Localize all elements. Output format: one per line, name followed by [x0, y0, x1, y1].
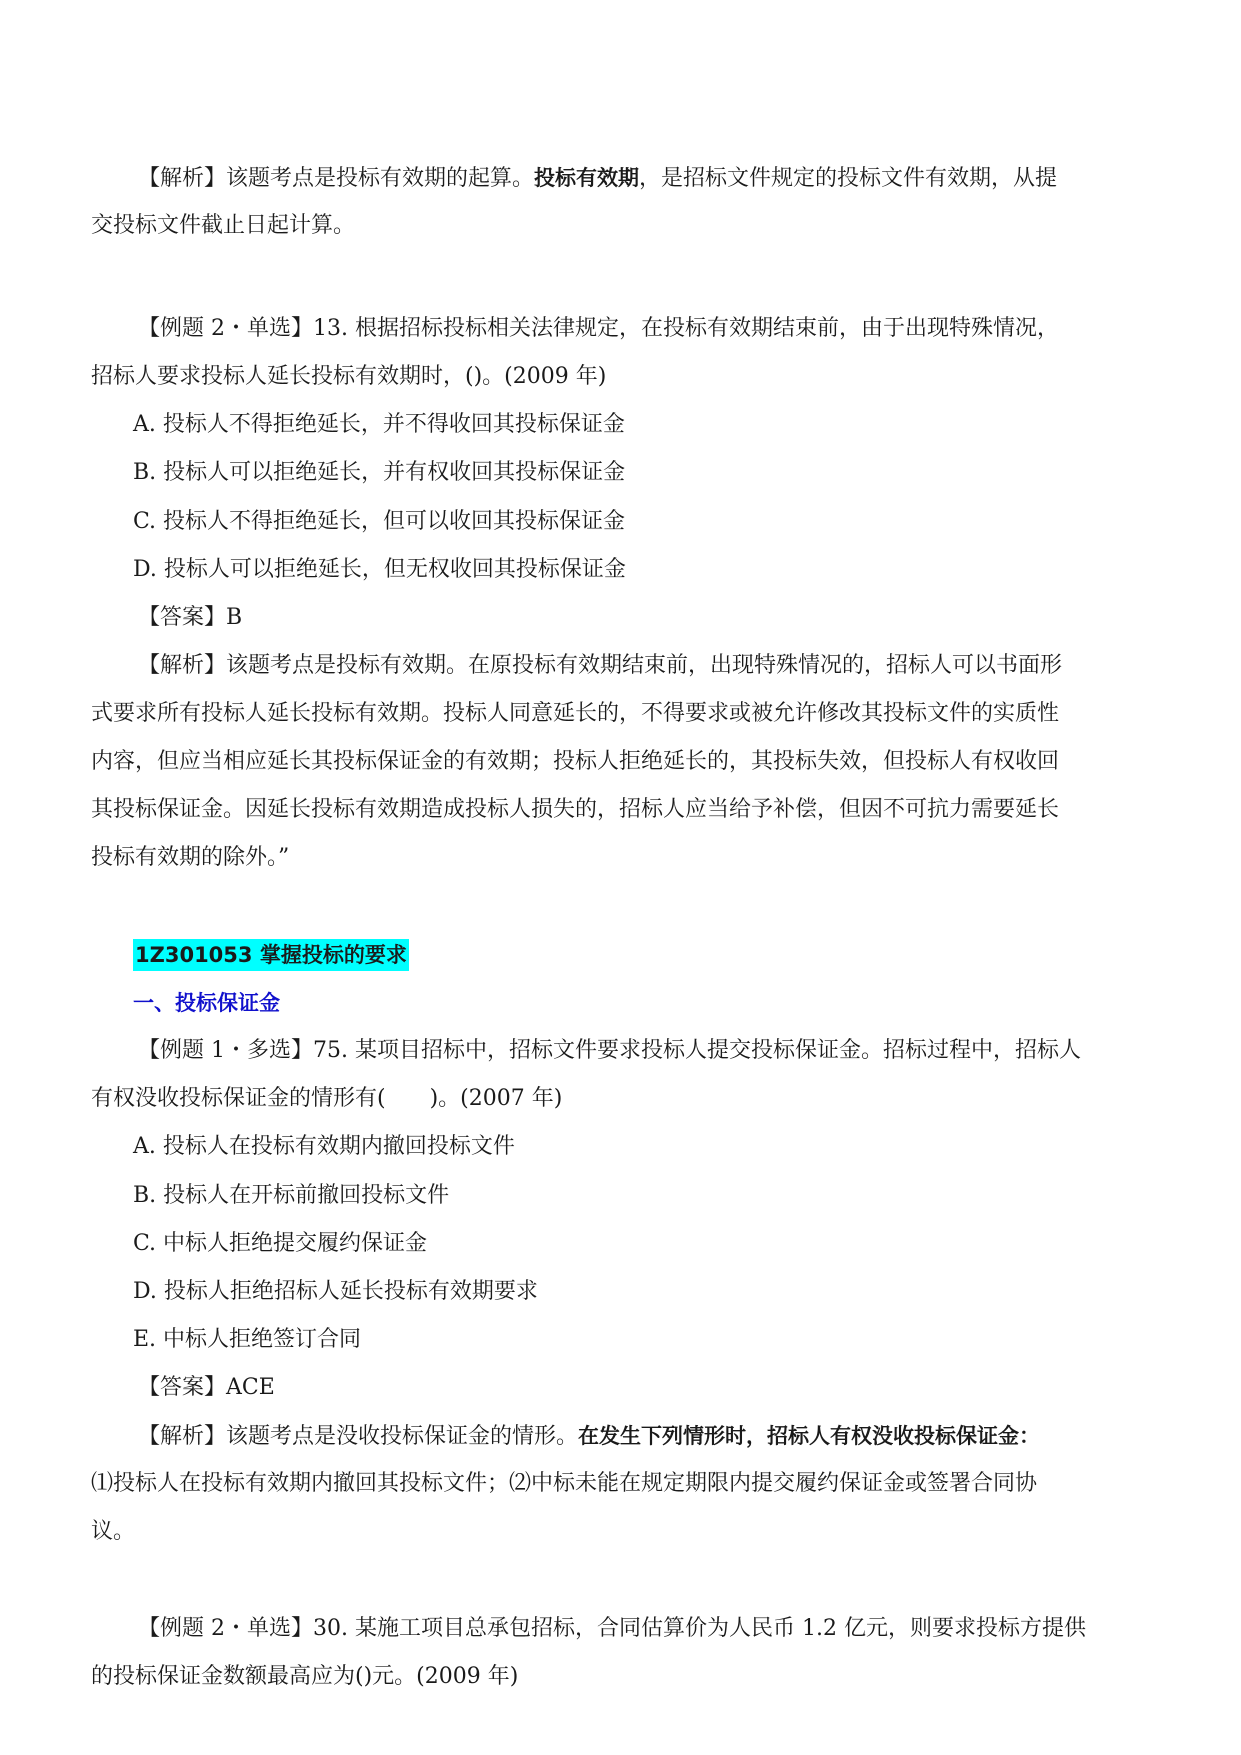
q2-analysis-line2: 式要求所有投标人延长投标有效期。投标人同意延长的，不得要求或被允许修改其投标文件的实质性 [91, 701, 1060, 726]
q2-option-b: B. 投标人可以拒绝延长，并有权收回其投标保证金 [133, 460, 626, 485]
q2-analysis-line5: 投标有效期的除外。” [91, 845, 290, 870]
subsection-heading: 一、投标保证金 [133, 991, 280, 1015]
analysis-bold-term: 投标有效期 [534, 166, 640, 190]
q3-stem-line1: 【例题 1・多选】75. 某项目招标中，招标文件要求投标人提交投标保证金。招标过程中，招标人 [138, 1038, 1081, 1063]
q2-option-a: A. 投标人不得拒绝延长，并不得收回其投标保证金 [133, 412, 625, 437]
p1-line2: 交投标文件截止日起计算。 [91, 213, 356, 238]
q2-stem-line1: 【例题 2・单选】13. 根据招标投标相关法律规定，在投标有效期结束前，由于出现特殊情况， [138, 316, 1059, 341]
q3-analysis-line2: ⑴投标人在投标有效期内撤回其投标文件；⑵中标未能在规定期限内提交履约保证金或签署合同协 [91, 1471, 1038, 1496]
q3-option-c: C. 中标人拒绝提交履约保证金 [133, 1231, 428, 1256]
analysis-text-cont: ，是招标文件规定的投标文件有效期，从提 [639, 166, 1058, 191]
q4-stem-line1: 【例题 2・单选】30. 某施工项目总承包招标，合同估算价为人民币 1.2 亿元，则要求投标方提供 [138, 1616, 1086, 1641]
analysis-text: 【解析】该题考点是没收投标保证金的情形。 [138, 1424, 579, 1449]
analysis-bold-text: 在发生下列情形时，招标人有权没收投标保证金： [578, 1424, 1041, 1448]
q3-option-d: D. 投标人拒绝招标人延长投标有效期要求 [133, 1279, 538, 1304]
q2-option-c: C. 投标人不得拒绝延长，但可以收回其投标保证金 [133, 509, 626, 534]
q3-answer: 【答案】ACE [138, 1375, 275, 1400]
analysis-label: 【解析】 [138, 166, 227, 191]
q2-option-d: D. 投标人可以拒绝延长，但无权收回其投标保证金 [133, 557, 626, 582]
q3-option-a: A. 投标人在投标有效期内撤回投标文件 [133, 1134, 515, 1159]
q2-analysis-line3: 内容，但应当相应延长其投标保证金的有效期；投标人拒绝延长的，其投标失效，但投标人有权收回 [91, 749, 1060, 774]
q4-stem-line2: 的投标保证金数额最高应为()元。(2009 年) [91, 1664, 519, 1689]
q3-analysis-line3: 议。 [91, 1519, 136, 1544]
q2-stem-line2: 招标人要求投标人延长投标有效期时，()。(2009 年) [91, 364, 607, 389]
q3-option-e: E. 中标人拒绝签订合同 [133, 1327, 362, 1352]
analysis-text: 该题考点是投标有效期的起算。 [226, 166, 535, 191]
q2-analysis-line4: 其投标保证金。因延长投标有效期造成投标人损失的，招标人应当给予补偿，但因不可抗力需要延长 [91, 797, 1060, 822]
q3-analysis-line1 [138, 1420, 1040, 1453]
q2-answer: 【答案】B [138, 605, 243, 630]
section-heading: 1Z301053 掌握投标的要求 [133, 939, 409, 971]
q2-analysis-line1: 【解析】该题考点是投标有效期。在原投标有效期结束前，出现特殊情况的，招标人可以书面形 [138, 653, 1063, 678]
p1-line1 [138, 162, 1057, 195]
q3-option-b: B. 投标人在开标前撤回投标文件 [133, 1183, 450, 1208]
q3-stem-line2: 有权没收投标保证金的情形有( )。(2007 年) [91, 1086, 563, 1111]
